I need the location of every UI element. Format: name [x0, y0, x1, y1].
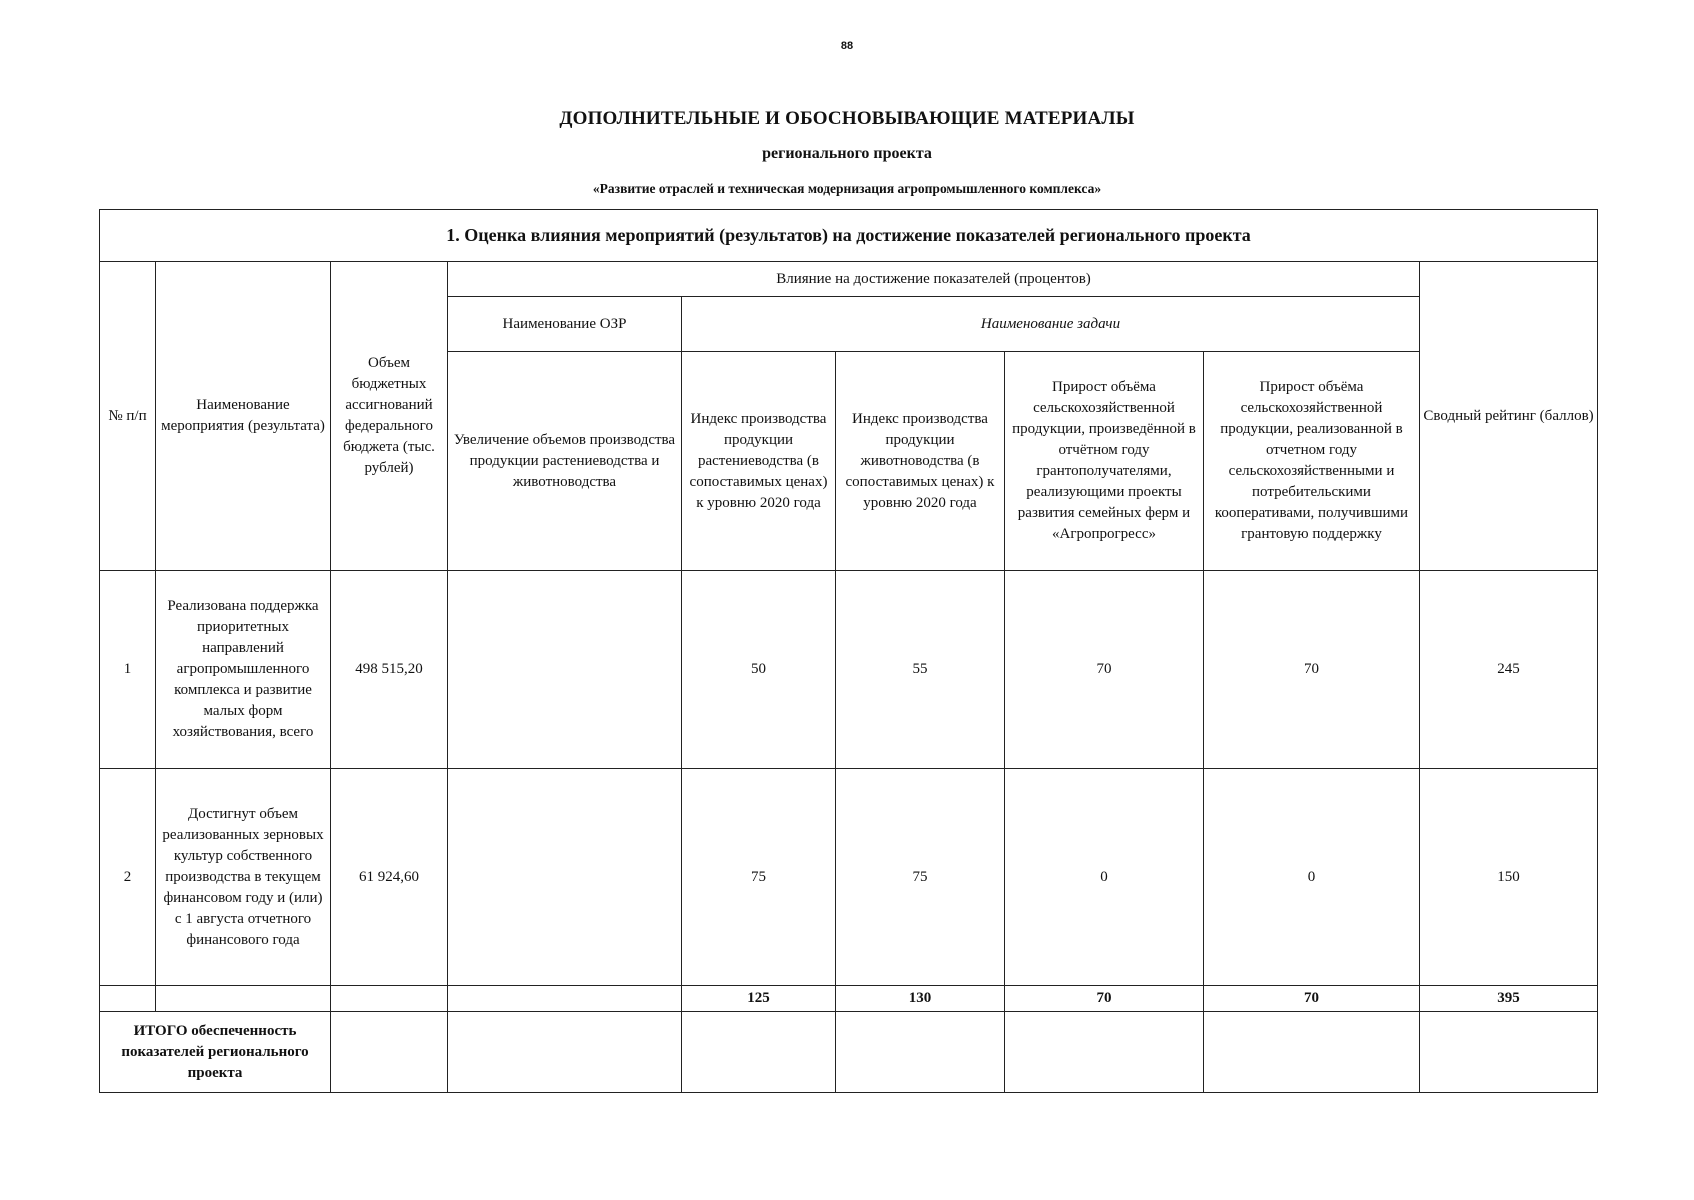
table-row — [100, 769, 1598, 986]
row-indicator-3: 70 — [1005, 571, 1204, 769]
row-indicator-2: 55 — [836, 571, 1005, 769]
row-ozr — [448, 571, 682, 769]
header-influence-group: Влияние на достижение показателей (процентов) — [448, 262, 1420, 297]
itogo-empty — [448, 1012, 682, 1093]
itogo-empty — [1005, 1012, 1204, 1093]
header-measure-name: Наименование мероприятия (результата) — [156, 262, 331, 571]
totals-empty — [100, 986, 156, 1012]
row-measure-name: Реализована поддержка приоритетных направлений агропромышленного комплекса и развитие малых форм хозяйствования, всего — [156, 571, 331, 769]
header-indicator-2: Индекс производства продукции животноводства (в сопоставимых ценах) к уровню 2020 года — [836, 352, 1005, 571]
total-indicator-2: 130 — [836, 986, 1005, 1012]
row-indicator-4: 0 — [1204, 769, 1420, 986]
row-ozr — [448, 769, 682, 986]
row-indicator-4: 70 — [1204, 571, 1420, 769]
header-ozr: Увеличение объемов производства продукции растениеводства и животноводства — [448, 352, 682, 571]
totals-empty — [156, 986, 331, 1012]
header-task-group: Наименование задачи — [682, 297, 1420, 352]
page-number: 88 — [840, 40, 854, 52]
totals-empty — [448, 986, 682, 1012]
row-num: 2 — [100, 769, 156, 986]
document-title: ДОПОЛНИТЕЛЬНЫЕ И ОБОСНОВЫВАЮЩИЕ МАТЕРИАЛЫ — [559, 108, 1135, 129]
header-indicator-4: Прирост объёма сельскохозяйственной продукции, реализованной в отчетном году сельскохозяйственными и потребительскими кооперативами, получившими грантовую поддержку — [1204, 352, 1420, 571]
header-indicator-3: Прирост объёма сельскохозяйственной продукции, произведённой в отчётном году грантополучателями, реализующими проекты развития семейных ферм и «Агропрогресс» — [1005, 352, 1204, 571]
row-indicator-1: 75 — [682, 769, 836, 986]
totals-empty — [331, 986, 448, 1012]
section-title: 1. Оценка влияния мероприятий (результатов) на достижение показателей регионального проекта — [100, 210, 1598, 262]
itogo-empty — [1204, 1012, 1420, 1093]
row-indicator-1: 50 — [682, 571, 836, 769]
document-subtitle: регионального проекта — [762, 145, 932, 162]
itogo-empty — [682, 1012, 836, 1093]
row-budget: 61 924,60 — [331, 769, 448, 986]
table-row — [100, 571, 1598, 769]
row-rating: 245 — [1420, 571, 1598, 769]
totals-row — [100, 986, 1598, 1012]
header-indicator-1: Индекс производства продукции растениеводства (в сопоставимых ценах) к уровню 2020 года — [682, 352, 836, 571]
project-name: «Развитие отраслей и техническая модернизация агропромышленного комплекса» — [592, 181, 1102, 196]
total-indicator-3: 70 — [1005, 986, 1204, 1012]
row-num: 1 — [100, 571, 156, 769]
row-indicator-2: 75 — [836, 769, 1005, 986]
impact-assessment-table — [99, 209, 1598, 1093]
total-rating: 395 — [1420, 986, 1598, 1012]
total-indicator-4: 70 — [1204, 986, 1420, 1012]
itogo-empty — [836, 1012, 1005, 1093]
row-rating: 150 — [1420, 769, 1598, 986]
header-rating: Сводный рейтинг (баллов) — [1420, 262, 1598, 571]
itogo-empty — [1420, 1012, 1598, 1093]
row-indicator-3: 0 — [1005, 769, 1204, 986]
header-num: № п/п — [100, 262, 156, 571]
row-budget: 498 515,20 — [331, 571, 448, 769]
header-ozr-group: Наименование ОЗР — [448, 297, 682, 352]
itogo-row — [100, 1012, 1598, 1093]
itogo-label: ИТОГО обеспеченность показателей регионального проекта — [100, 1012, 331, 1093]
itogo-empty — [331, 1012, 448, 1093]
header-budget: Объем бюджетных ассигнований федерального бюджета (тыс. рублей) — [331, 262, 448, 571]
row-measure-name: Достигнут объем реализованных зерновых культур собственного производства в текущем финансовом году и (или) с 1 августа отчетного финансового года — [156, 769, 331, 986]
total-indicator-1: 125 — [682, 986, 836, 1012]
